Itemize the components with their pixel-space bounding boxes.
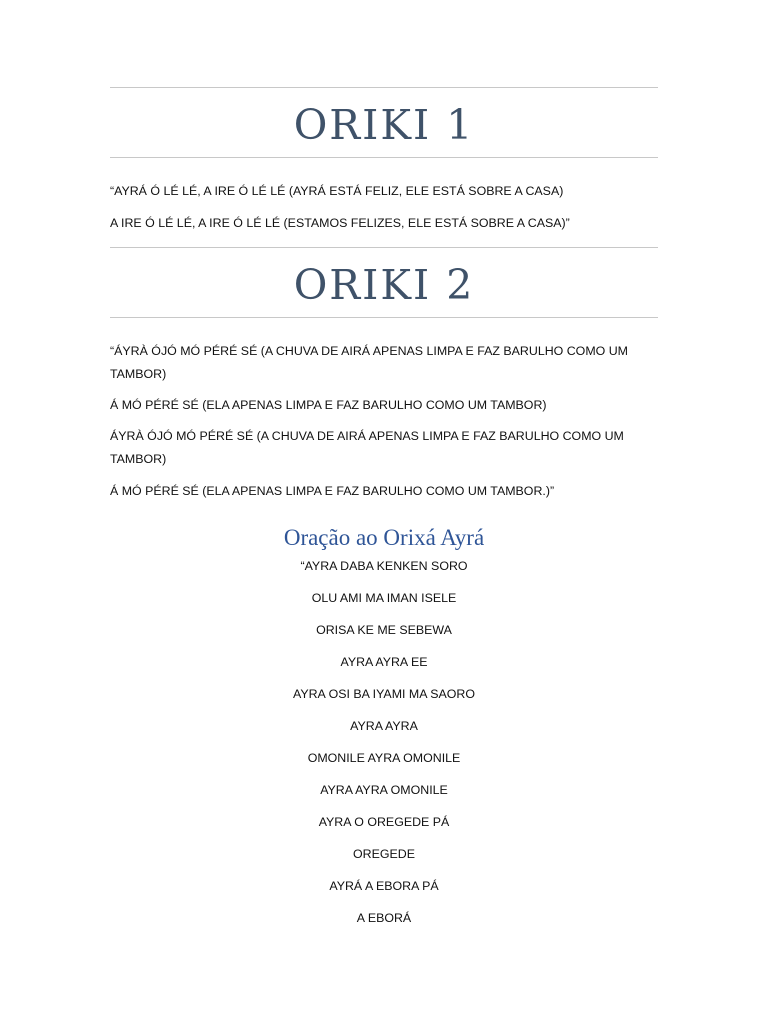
prayer-line: AYRA OSI BA IYAMI MA SAORO: [292, 687, 475, 701]
prayer-title: Oração ao Orixá Ayrá: [283, 525, 485, 550]
oriki-2-line-4: Á MÓ PÉRÉ SÉ (ELA APENAS LIMPA E FAZ BARULHO COMO UM TAMBOR.)”: [110, 484, 555, 498]
prayer-line: A EBORÁ: [356, 911, 412, 925]
oriki-2-line-2: Á MÓ PÉRÉ SÉ (ELA APENAS LIMPA E FAZ BARULHO COMO UM TAMBOR): [110, 398, 547, 412]
oriki-1-line-1: “AYRÁ Ó LÉ LÉ, A IRE Ó LÉ LÉ (AYRÁ ESTÁ FELIZ, ELE ESTÁ SOBRE A CASA): [110, 184, 564, 198]
oriki-1-line-2: A IRE Ó LÉ LÉ, A IRE Ó LÉ LÉ (ESTAMOS FELIZES, ELE ESTÁ SOBRE A CASA)”: [110, 216, 570, 230]
prayer-line: AYRA AYRA EE: [340, 655, 428, 669]
oriki-2-line-3: ÁYRÀ ÓJÓ MÓ PÉRÉ SÉ (A CHUVA DE AIRÁ APENAS LIMPA E FAZ BARULHO COMO UM TAMBOR): [110, 429, 624, 466]
prayer-line: “AYRA DABA KENKEN SORO: [300, 559, 468, 573]
bottom-rule-oriki-2: [110, 317, 658, 318]
prayer-line: OREGEDE: [353, 847, 415, 861]
prayer-line: AYRA AYRA: [350, 719, 418, 733]
oriki-2-title: ORIKI 2: [293, 261, 475, 309]
oriki-2-line-1: “ÁYRÀ ÓJÓ MÓ PÉRÉ SÉ (A CHUVA DE AIRÁ APENAS LIMPA E FAZ BARULHO COMO UM TAMBOR): [110, 344, 628, 381]
prayer-line: AYRA O OREGEDE PÁ: [318, 815, 450, 829]
oriki-1-title: ORIKI 1: [293, 101, 475, 149]
prayer-line: OLU AMI MA IMAN ISELE: [311, 591, 457, 605]
top-rule-oriki-1: [110, 87, 658, 88]
prayer-line: AYRÁ A EBORA PÁ: [329, 879, 439, 893]
top-rule-oriki-2: [110, 247, 658, 248]
document-page: [110, 0, 658, 1024]
prayer-line: OMONILE AYRA OMONILE: [307, 751, 461, 765]
bottom-rule-oriki-1: [110, 157, 658, 158]
prayer-line: ORISA KE ME SEBEWA: [316, 623, 452, 637]
prayer-line: AYRA AYRA OMONILE: [320, 783, 448, 797]
